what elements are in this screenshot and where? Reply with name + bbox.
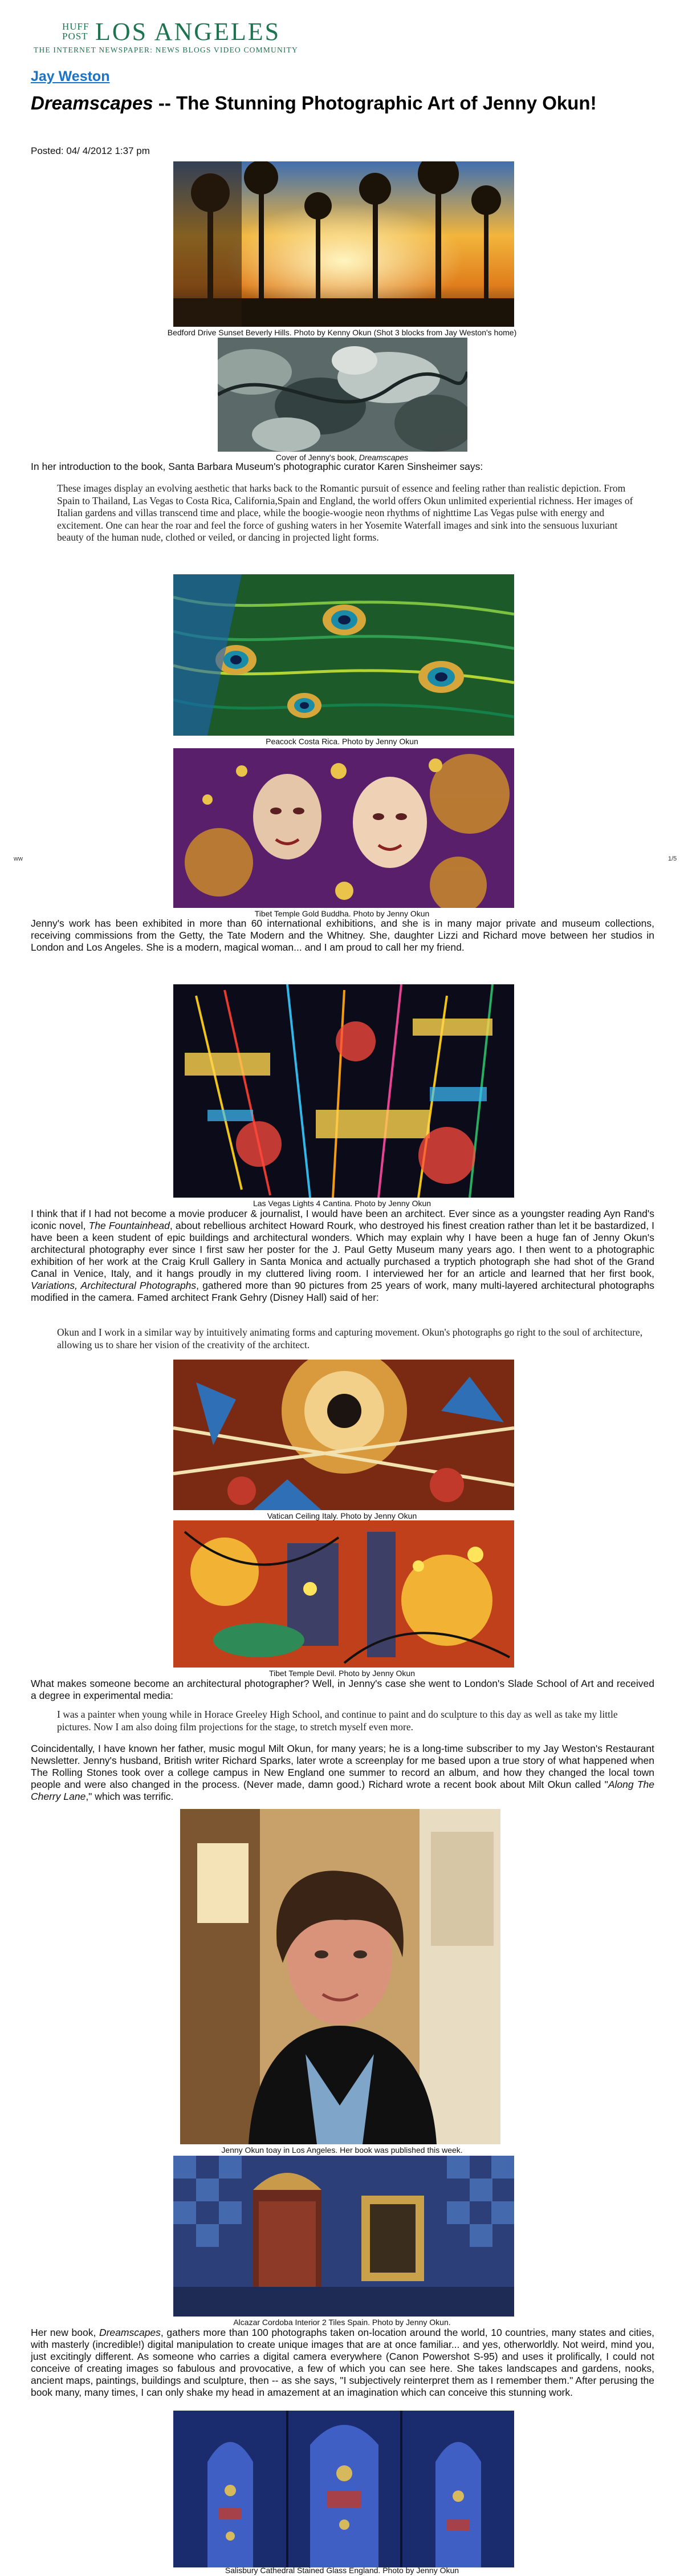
logo-huff-post: HUFF POST [62, 21, 89, 42]
caption-jenny-portrait: Jenny Okun toay in Los Angeles. Her book was published this week. [221, 2145, 463, 2155]
exhibitions-paragraph: Jenny's work has been exhibited in more than 60 international exhibitions, and she is in many major private and museum collections, receiving commissions from the Getty, the Tate Modern and the Whitney. She, daughter Lizzi and Richard move between her studios in London and Los Angeles. She is a modern, magical woman... and I am proud to call her my friend. [31, 918, 654, 953]
caption-alcazar: Alcazar Cordoba Interior 2 Tiles Spain. Photo by Jenny Okun. [233, 2318, 451, 2327]
photo-salisbury-cathedral [173, 2411, 514, 2567]
slade-paragraph: What makes someone become an architectural photographer? Well, in Jenny's case she went to London's Slade School of Art and received a degree in experimental media: [31, 1678, 654, 1701]
caption-vatican: Vatican Ceiling Italy. Photo by Jenny Okun [267, 1511, 417, 1520]
posted-date: Posted: 04/ 4/2012 1:37 pm [31, 145, 150, 156]
page-edge-left: ww [14, 855, 23, 862]
caption-gold-buddha: Tibet Temple Gold Buddha. Photo by Jenny Okun [254, 909, 430, 918]
caption-salisbury: Salisbury Cathedral Stained Glass England. Photo by Jenny Okun [225, 2566, 459, 2575]
huffpost-la-logo[interactable] [31, 19, 350, 59]
photo-peacock [173, 574, 514, 736]
logo-city: LOS ANGELES [95, 18, 281, 46]
caption-bedford-drive: Bedford Drive Sunset Beverly Hills. Photo by Kenny Okun (Shot 3 blocks from Jay Weston's home) [167, 328, 517, 337]
caption-peacock: Peacock Costa Rica. Photo by Jenny Okun [266, 737, 418, 746]
photo-las-vegas-lights [173, 984, 514, 1198]
photo-temple-devil [173, 1520, 514, 1668]
photo-jenny-okun-portrait [180, 1809, 500, 2144]
photo-bedford-drive-sunset [173, 161, 514, 327]
milt-okun-paragraph: Coincidentally, I have known her father, music mogul Milt Okun, for many years; he is a long-time subscriber to my Jay Weston's Restaurant Newsletter. Jenny's husband, British writer Richard Sparks, later wrote a screenplay for me based upon a true story of what happened when The Rolling Stones took over a college campus in New England one summer to record an album, and how they changed the local town people and were also changed in the process. (Never made, damn good.) Richard wrote a recent book about Milt Okun called "Along The Cherry Lane," which was terrific. [31, 1743, 654, 1802]
dreamscapes-paragraph: Her new book, Dreamscapes, gathers more than 100 photographs taken on-location around the world, 10 countries, many states and cities, with masterly (incredible!) digital manipulation to create unique images that are at once familiar... and yes, otherworldly. Not weird, mind you, just excitingly different. As someone who carries a digital camera everywhere (Canon Powershot S-95) and uses it prolifically, I could not conceive of creating images so fabulous and provocative, a few of which you can see here. She takes landscapes and gardens, nooks, ancient maps, paintings, buildings and sculpture, then -- as she says, "I subjectively reinterpret them as I remember them." After perusing the book many, many times, I can only shake my head in amazement at an imagination which can conceive this stunning work. [31, 2327, 655, 2398]
author-link[interactable]: Jay Weston [31, 68, 110, 84]
photo-gold-buddha [173, 748, 514, 908]
quote-jenny-okun: I was a painter when young while in Horace Greeley High School, and continue to paint and do sculpture to this day as well as take my little pictures. Now I am also doing film projections for the stage, to stretch myself even more. [57, 1709, 618, 1733]
quote-gehry: Okun and I work in a similar way by intuitively animating forms and capturing movement. Okun's photographs go right to the soul of architecture, allowing us to share her vision of the creativity of the architect. [57, 1326, 643, 1350]
page-edge-right: 1/5 [668, 855, 677, 862]
logo-tagline: THE INTERNET NEWSPAPER: NEWS BLOGS VIDEO COMMUNITY [34, 46, 299, 54]
photo-alcazar-cordoba [173, 2156, 514, 2317]
caption-book-cover: Cover of Jenny's book, Dreamscapes [275, 453, 409, 462]
article-headline: Dreamscapes -- The Stunning Photographic Art of Jenny Okun! [31, 92, 597, 113]
architecture-paragraph: I think that if I had not become a movie producer & journalist, I would have been an architect. Ever since as a youngster reading Ayn Rand's iconic novel, The Fountainhead, about rebellious architect Howard Rourk, who destroyed his finest creation rather than let it be bastardized, I have been a keen student of epic buildings and architectural wonders. Which may explain why I have been a huge fan of Jenny Okun's architectural photography ever since I first saw her poster for the J. Paul Getty Museum many years ago. I then went to a photographic exhibition of her work at the Craig Krull Gallery in Santa Monica and actually purchased a tryptich photograph she had shot of the Grand Canal in Venice, Italy, and it hangs proudly in my cluttered living room. I interviewed her for an article and learned that her first book, Variations, Architectural Photographs, gathered more than 90 pictures from 25 years of work, many multi-layered architectural photographs modified in the camera. Famed architect Frank Gehry (Disney Hall) said of her: [31, 1208, 655, 1303]
photo-vatican-ceiling [173, 1360, 514, 1510]
intro-paragraph: In her introduction to the book, Santa Barbara Museum's photographic curator Karen Sinsheimer says: [31, 461, 483, 472]
caption-temple-devil: Tibet Temple Devil. Photo by Jenny Okun [268, 1669, 416, 1678]
photo-dreamscapes-cover [218, 338, 467, 452]
quote-sinsheimer: These images display an evolving aesthetic that harks back to the Romantic pursuit of essence and feeling rather than realistic depiction. From Spain to Thailand, Las Vegas to Costa Rica, California,Spain and England, the world offers Okun unlimited experiential richness. Her images of Italian gardens and villas transcend time and place, while the boogie-woogie neon rhythms of nighttime Las Vegas pulse with energy and excitement. One can hear the roar and feel the force of gushing waters in her Yosemite Waterfall images and sink into the sensuous luxuriant beauty of the human nude, clothed or veiled, or dancing in projected light forms. [57, 482, 633, 543]
caption-las-vegas: Las Vegas Lights 4 Cantina. Photo by Jenny Okun [253, 1199, 431, 1208]
